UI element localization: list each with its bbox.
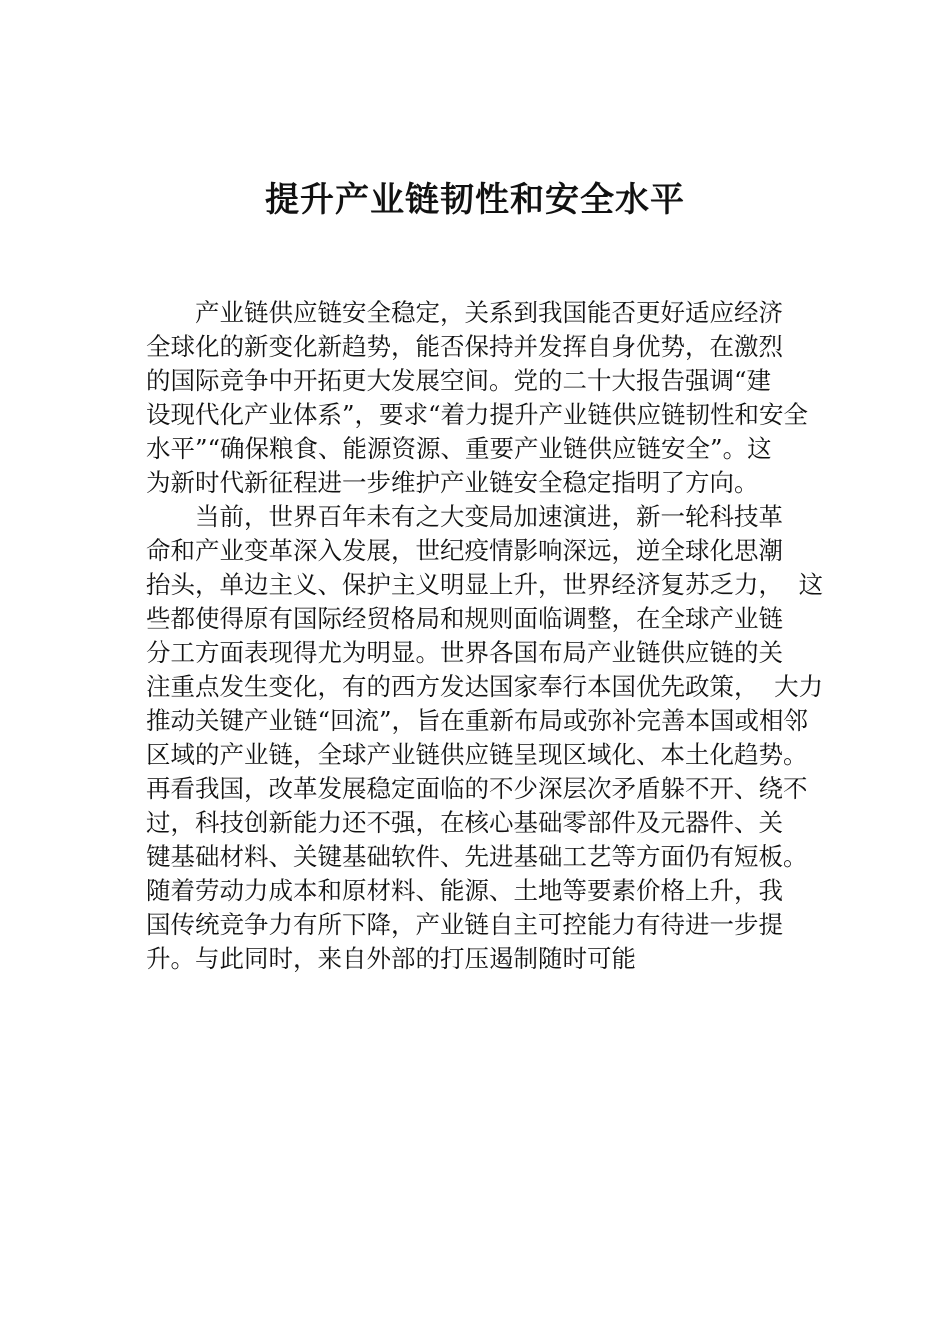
paragraph-1-line-1: 产业链供应链安全稳定，关系到我国能否更好适应经济 <box>195 298 783 327</box>
paragraph-2-line-3: 抬头，单边主义、保护主义明显上升，世界经济复苏乏力， 这 <box>146 570 824 599</box>
paragraph-2-line-12: 随着劳动力成本和原材料、能源、土地等要素价格上升，我 <box>146 876 783 905</box>
paragraph-2-line-10: 过，科技创新能力还不强，在核心基础零部件及元器件、关 <box>146 808 783 837</box>
paragraph-2-line-9: 再看我国，改革发展稳定面临的不少深层次矛盾躲不开、绕不 <box>146 774 808 803</box>
paragraph-1-line-3: 的国际竞争中开拓更大发展空间。党的二十大报告强调“建 <box>146 366 772 395</box>
paragraph-2-line-6: 注重点发生变化，有的西方发达国家奉行本国优先政策， 大力 <box>146 672 824 701</box>
paragraph-1-line-4: 设现代化产业体系”，要求“着力提升产业链供应链韧性和安全 <box>146 400 809 429</box>
paragraph-2-line-1: 当前，世界百年未有之大变局加速演进，新一轮科技革 <box>195 502 783 531</box>
paragraph-1-line-6: 为新时代新征程进一步维护产业链安全稳定指明了方向。 <box>146 468 759 497</box>
paragraph-2-line-14: 升。与此同时，来自外部的打压遏制随时可能 <box>146 944 636 973</box>
paragraph-2-line-11: 键基础材料、关键基础软件、先进基础工艺等方面仍有短板。 <box>146 842 808 871</box>
document-body <box>146 296 826 976</box>
paragraph-2-line-4: 些都使得原有国际经贸格局和规则面临调整，在全球产业链 <box>146 604 783 633</box>
paragraph-2-line-13: 国传统竞争力有所下降，产业链自主可控能力有待进一步提 <box>146 910 783 939</box>
paragraph-2-line-7: 推动关键产业链“回流”，旨在重新布局或弥补完善本国或相邻 <box>146 706 809 735</box>
paragraph-2-line-5: 分工方面表现得尤为明显。世界各国布局产业链供应链的关 <box>146 638 783 667</box>
paragraph-1-line-5: 水平”“确保粮食、能源资源、重要产业链供应链安全”。这 <box>146 434 772 463</box>
paragraph-2-line-2: 命和产业变革深入发展，世纪疫情影响深远，逆全球化思潮 <box>146 536 783 565</box>
document-title: 提升产业链韧性和安全水平 <box>265 180 685 220</box>
paragraph-1-line-2: 全球化的新变化新趋势，能否保持并发挥自身优势，在激烈 <box>146 332 783 361</box>
paragraph-2-line-8: 区域的产业链，全球产业链供应链呈现区域化、本土化趋势。 <box>146 740 808 769</box>
